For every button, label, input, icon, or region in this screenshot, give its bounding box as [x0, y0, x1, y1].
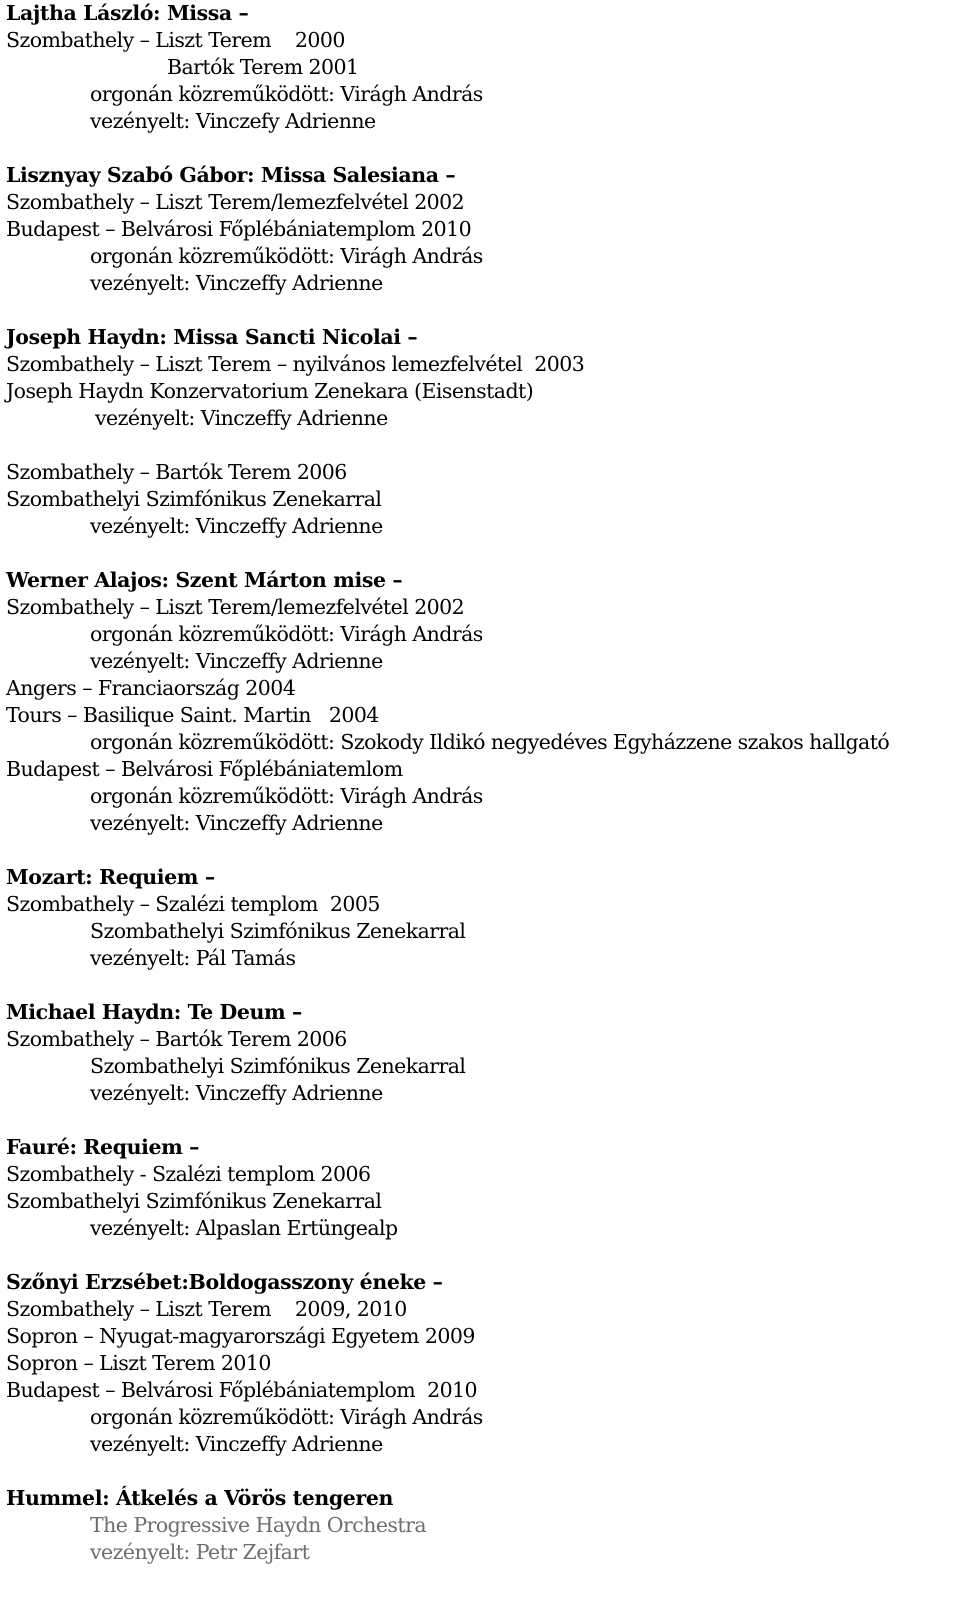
- performance-line: Budapest – Belvárosi Főplébániatemplom 2010: [6, 217, 472, 241]
- performance-line: Joseph Haydn Konzervatorium Zenekara (Eisenstadt): [6, 379, 534, 403]
- performance-line: Szombathelyi Szimfónikus Zenekarral: [6, 487, 382, 511]
- performance-line: Sopron – Nyugat-magyarországi Egyetem 2009: [6, 1324, 475, 1348]
- organist-line: orgonán közreműködött: Virágh András: [90, 784, 483, 808]
- conductor-line: vezényelt: Alpaslan Ertüngealp: [90, 1216, 398, 1240]
- performance-line: Szombathely - Szalézi templom 2006: [6, 1162, 371, 1186]
- organist-line: orgonán közreműködött: Szokody Ildikó negyedéves Egyházzene szakos hallgató: [90, 730, 890, 754]
- performance-line: Budapest – Belvárosi Főplébániatemlom: [6, 757, 403, 781]
- performance-line: Szombathely – Bartók Terem 2006: [6, 1027, 347, 1051]
- section-title: Joseph Haydn: Missa Sancti Nicolai –: [6, 325, 418, 349]
- conductor-line: vezényelt: Vinczefy Adrienne: [90, 109, 376, 133]
- organist-line: orgonán közreműködött: Virágh András: [90, 622, 483, 646]
- conductor-line: vezényelt: Vinczeffy Adrienne: [90, 514, 383, 538]
- performance-line: Szombathely – Liszt Terem 2009, 2010: [6, 1297, 407, 1321]
- performance-line: Tours – Basilique Saint. Martin 2004: [6, 703, 379, 727]
- performance-line: Budapest – Belvárosi Főplébániatemplom 2010: [6, 1378, 478, 1402]
- conductor-line: vezényelt: Pál Tamás: [90, 946, 296, 970]
- conductor-line: vezényelt: Petr Zejfart: [90, 1540, 310, 1564]
- section-title: Hummel: Átkelés a Vörös tengeren: [6, 1486, 393, 1510]
- performance-line: Szombathely – Liszt Terem/lemezfelvétel 2002: [6, 190, 465, 214]
- section-title: Szőnyi Erzsébet:Boldogasszony éneke –: [6, 1270, 443, 1294]
- organist-line: orgonán közreműködött: Virágh András: [90, 82, 483, 106]
- organist-line: orgonán közreműködött: Virágh András: [90, 1405, 483, 1429]
- conductor-line: vezényelt: Vinczeffy Adrienne: [90, 649, 383, 673]
- section-title: Lisznyay Szabó Gábor: Missa Salesiana –: [6, 163, 456, 187]
- orchestra-line: The Progressive Haydn Orchestra: [90, 1513, 427, 1537]
- orchestra-line: Szombathelyi Szimfónikus Zenekarral: [90, 919, 466, 943]
- performance-line: Szombathely – Liszt Terem/lemezfelvétel 2002: [6, 595, 465, 619]
- performance-line: Szombathely – Liszt Terem 2000: [6, 28, 345, 52]
- performance-line: Angers – Franciaország 2004: [6, 676, 296, 700]
- performance-line: Bartók Terem 2001: [167, 55, 359, 79]
- orchestra-line: Szombathelyi Szimfónikus Zenekarral: [6, 1189, 382, 1213]
- performance-line: Sopron – Liszt Terem 2010: [6, 1351, 271, 1375]
- performance-line: Szombathely – Liszt Terem – nyilvános lemezfelvétel 2003: [6, 352, 585, 376]
- conductor-line: vezényelt: Vinczeffy Adrienne: [90, 811, 383, 835]
- section-title: Michael Haydn: Te Deum –: [6, 1000, 302, 1024]
- section-title: Fauré: Requiem –: [6, 1135, 199, 1159]
- orchestra-line: Szombathelyi Szimfónikus Zenekarral: [90, 1054, 466, 1078]
- performance-line: Szombathely – Szalézi templom 2005: [6, 892, 380, 916]
- section-title: Werner Alajos: Szent Márton mise –: [6, 568, 403, 592]
- organist-line: orgonán közreműködött: Virágh András: [90, 244, 483, 268]
- section-title: Mozart: Requiem –: [6, 865, 215, 889]
- conductor-line: vezényelt: Vinczeffy Adrienne: [95, 406, 388, 430]
- section-title: Lajtha László: Missa –: [6, 1, 249, 25]
- conductor-line: vezényelt: Vinczeffy Adrienne: [90, 1432, 383, 1456]
- conductor-line: vezényelt: Vinczeffy Adrienne: [90, 1081, 383, 1105]
- performance-line: Szombathely – Bartók Terem 2006: [6, 460, 347, 484]
- conductor-line: vezényelt: Vinczeffy Adrienne: [90, 271, 383, 295]
